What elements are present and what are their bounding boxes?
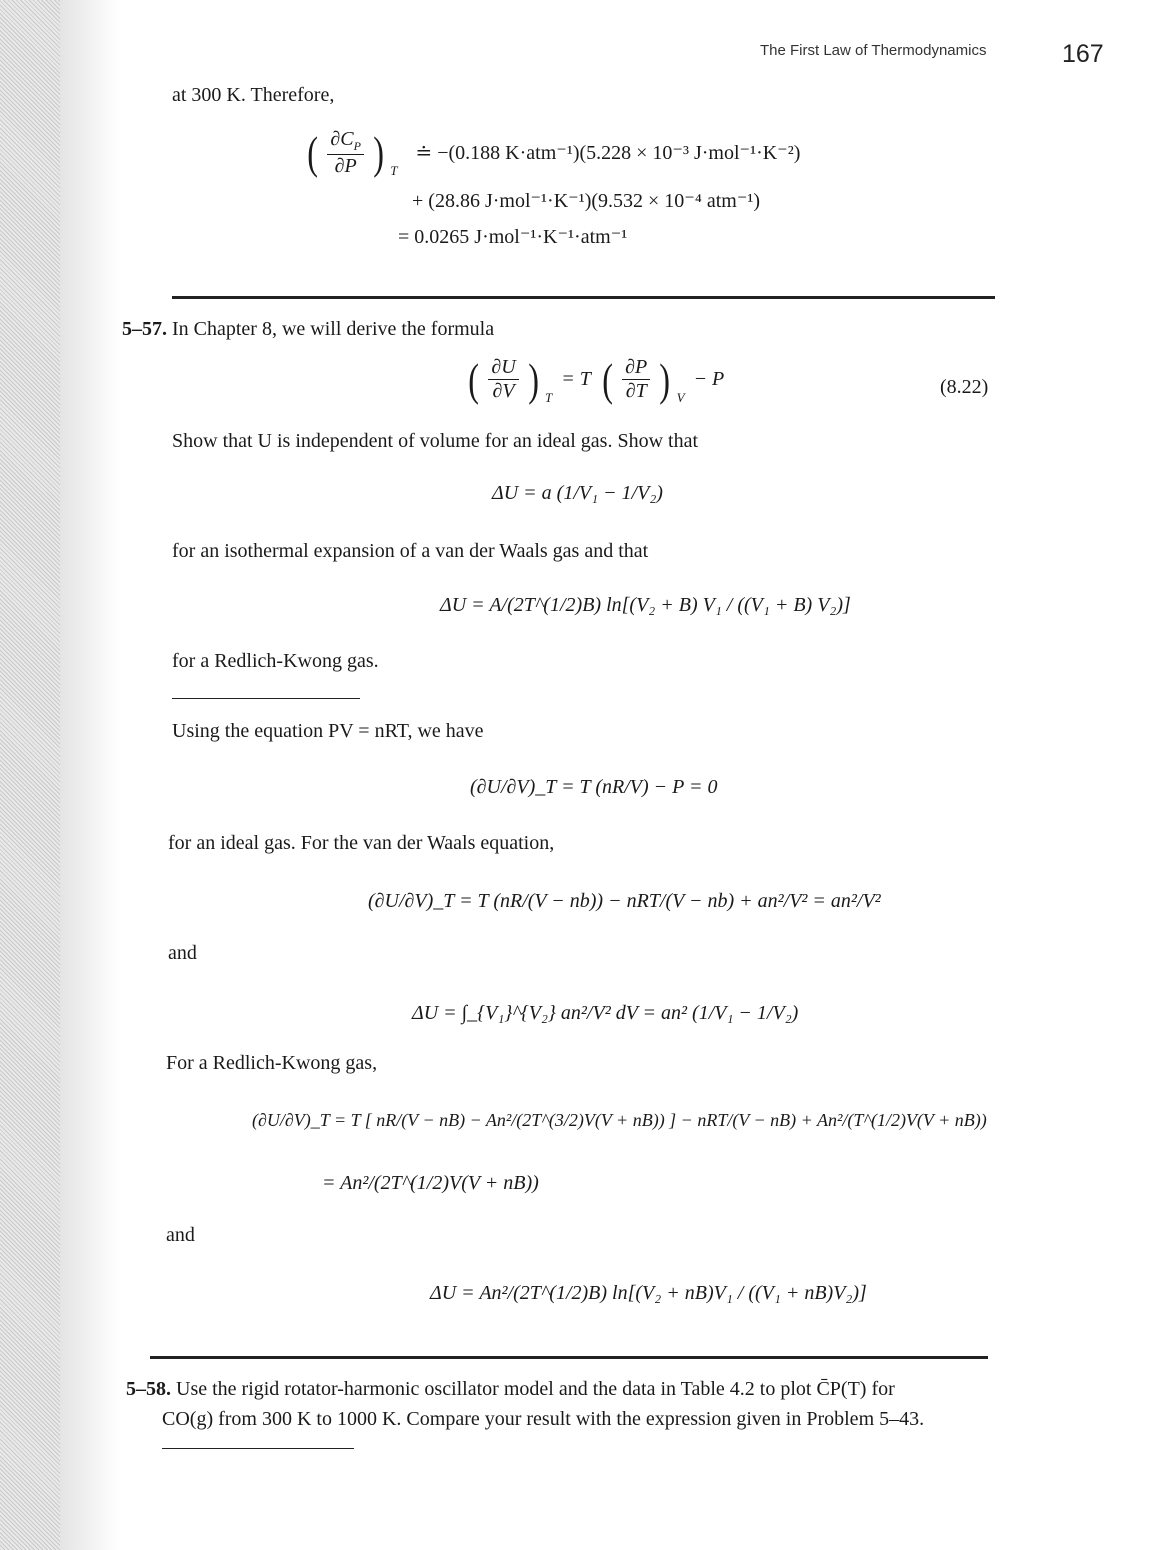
intro-text: at 300 K. Therefore, xyxy=(172,84,335,106)
show-text-1: Show that U is independent of volume for an ideal gas. Show that xyxy=(172,430,699,452)
equation-dcp-dp: ( $\frac{\partial C_P}{\partial P}$ ) T ≐ −(0.188 K·atm⁻¹)(5.228 × 10⁻³ J·mol⁻¹·K⁻²) xyxy=(307,126,801,178)
problem-5-57 xyxy=(122,318,494,341)
equation-ideal-gas: (∂U/∂V)_T = T (nR/V) − P = 0 xyxy=(470,776,718,798)
equation-line-3: = 0.0265 J·mol⁻¹·K⁻¹·atm⁻¹ xyxy=(398,226,628,248)
and-text-2: and xyxy=(166,1224,195,1246)
and-text-1: and xyxy=(168,942,197,964)
problem-statement: In Chapter 8, we will derive the formula xyxy=(172,318,495,340)
problem-5-58-line-2: CO(g) from 300 K to 1000 K. Compare your result with the expression given in Problem 5–43. xyxy=(162,1408,925,1430)
answer-rule xyxy=(162,1448,354,1449)
page-number: 167 xyxy=(1062,40,1104,68)
equation-vdw-derivative: (∂U/∂V)_T = T (nR/(V − nb)) − nRT/(V − nb) + an²/V² = an²/V² xyxy=(368,890,881,912)
problem-5-58-line-1: Use the rigid rotator-harmonic oscillator model and the data in Table 4.2 to plot C̄P(T) for xyxy=(176,1378,895,1400)
section-rule xyxy=(172,296,995,299)
problem-5-58 xyxy=(126,1378,895,1401)
problem-number-2: 5–58. xyxy=(126,1378,171,1400)
scan-shadow xyxy=(60,0,120,1550)
equation-vdw-delta-u: ΔU = a (1/V₁ − 1/V₂) xyxy=(492,482,663,504)
show-text-2: for an isothermal expansion of a van der Waals gas and that xyxy=(172,540,649,562)
solution-text-3: For a Redlich-Kwong gas, xyxy=(166,1052,378,1074)
equation-8-22: ( $\frac{\partial U}{\partial V}$ ) T = T ( $\frac{\partial P}{\partial T}$ ) V − P xyxy=(468,353,725,405)
solution-text-1: Using the equation PV = nRT, we have xyxy=(172,720,484,742)
scan-gutter xyxy=(0,0,60,1550)
section-rule-2 xyxy=(150,1356,988,1359)
equation-line-2: + (28.86 J·mol⁻¹·K⁻¹)(9.532 × 10⁻⁴ atm⁻¹) xyxy=(412,190,761,212)
equation-vdw-integral: ΔU = ∫_{V₁}^{V₂} an²/V² dV = an² (1/V₁ − 1/V₂) xyxy=(412,1002,799,1024)
problem-number: 5–57. xyxy=(122,318,167,340)
show-text-3: for a Redlich-Kwong gas. xyxy=(172,650,379,672)
equation-rk-derivative: (∂U/∂V)_T = T [ nR/(V − nB) − An²/(2T^(3/2)V(V + nB)) ] − nRT/(V − nB) + An²/(T^(1/2)V(V + nB)) xyxy=(252,1110,987,1130)
equation-rk-delta-u-result: ΔU = An²/(2T^(1/2)B) ln[(V₂ + nB)V₁ / ((V₁ + nB)V₂)] xyxy=(430,1282,867,1304)
solution-text-2: for an ideal gas. For the van der Waals equation, xyxy=(168,832,555,854)
solution-rule xyxy=(172,698,360,699)
equation-rk-derivative-result: = An²/(2T^(1/2)V(V + nB)) xyxy=(322,1172,539,1194)
running-title: The First Law of Thermodynamics xyxy=(760,42,987,59)
equation-rk-delta-u: ΔU = A/(2T^(1/2)B) ln[(V₂ + B) V₁ / ((V₁ + B) V₂)] xyxy=(440,594,851,616)
equation-label: (8.22) xyxy=(940,376,989,398)
